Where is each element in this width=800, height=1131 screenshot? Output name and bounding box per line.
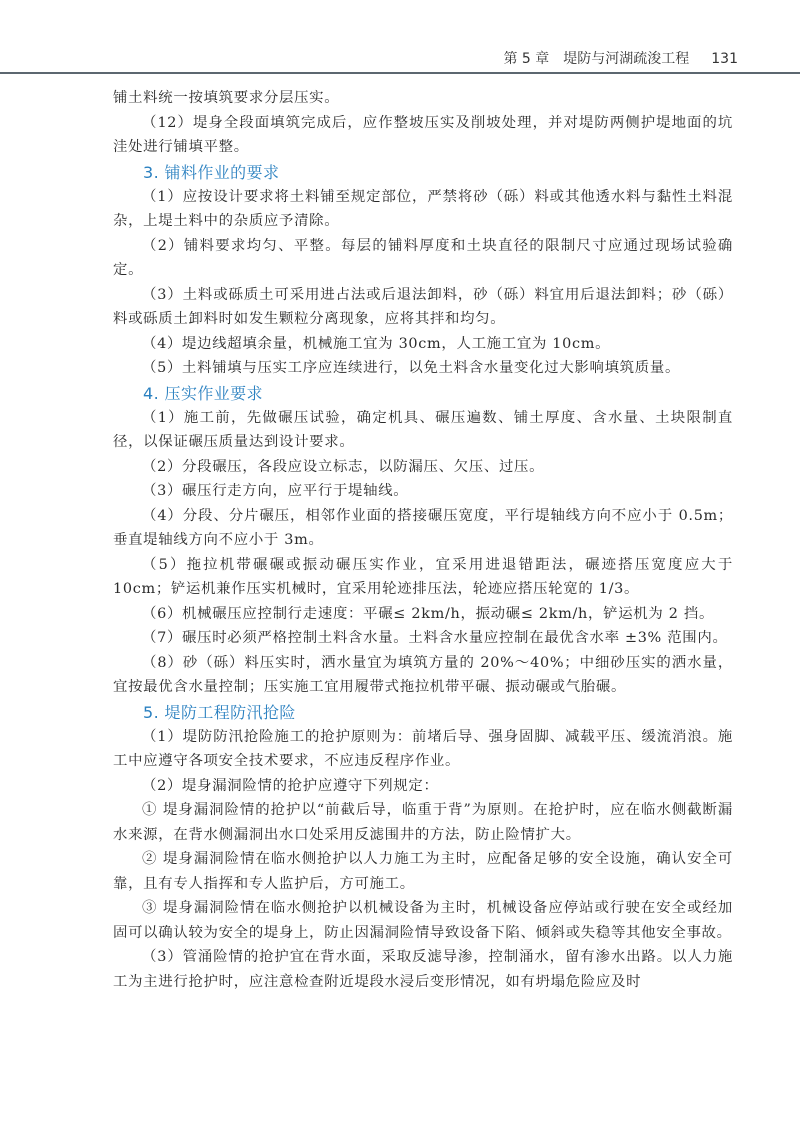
paragraph: （3）土料或砾质土可采用进占法或后退法卸料，砂（砾）料宜用后退法卸料；砂（砾）料或砾质土卸料时如发生颗粒分离现象，应将其拌和均匀。 — [113, 286, 733, 327]
section-heading: 3. 铺料作业的要求 — [143, 162, 280, 182]
page-number: 131 — [711, 51, 738, 67]
paragraph: ③ 堤身漏洞险情在临水侧抢护以机械设备为主时，机械设备应停站或行驶在安全或经加固可以确认较为安全的堤身上，防止因漏洞险情导致设备下陷、倾斜或失稳等其他安全事故。 — [113, 900, 733, 941]
paragraph: （8）砂（砾）料压实时，洒水量宜为填筑方量的 20%～40%；中细砂压实的洒水量，宜按最优含水量控制；压实施工宜用履带式拖拉机带平碾、振动碾或气胎碾。 — [113, 654, 733, 695]
paragraph: （5）拖拉机带碾碾或振动碾压实作业，宜采用进退错距法，碾迹搭压宽度应大于 10cm；铲运机兼作压实机械时，宜采用轮迹排压法，轮迹应搭压轮宽的 1/3。 — [113, 556, 733, 597]
paragraph: （7）碾压时必须严格控制土料含水量。土料含水量应控制在最优含水率 ±3% 范围内。 — [142, 630, 728, 646]
paragraph: （2）堤身漏洞险情的抢护应遵守下列规定： — [142, 777, 439, 794]
section-heading: 4. 压实作业要求 — [143, 383, 263, 403]
running-header — [503, 48, 738, 68]
paragraph: （2）分段碾压，各段应设立标志，以防漏压、欠压、过压。 — [142, 458, 545, 475]
paragraph: （3）碾压行走方向，应平行于堤轴线。 — [142, 483, 409, 499]
paragraph: （1）应按设计要求将土料铺至规定部位，严禁将砂（砾）料或其他透水料与黏性土料混杂，上堤土料中的杂质应予清除。 — [113, 188, 733, 229]
paragraph: ② 堤身漏洞险情在临水侧抢护以人力施工为主时，应配备足够的安全设施，确认安全可靠，且有专人指挥和专人监护后，方可施工。 — [113, 851, 733, 892]
paragraph: （1）堤防防汛抢险施工的抢护原则为：前堵后导、强身固脚、减载平压、缓流消浪。施工中应遵守各项安全技术要求，不应违反程序作业。 — [113, 728, 733, 769]
paragraph: （4）堤边线超填余量，机械施工宜为 30cm，人工施工宜为 10cm。 — [142, 335, 611, 352]
section-heading: 5. 堤防工程防汛抢险 — [143, 702, 296, 722]
paragraph: （6）机械碾压应控制行走速度：平碾≤ 2km/h，振动碾≤ 2km/h，铲运机为 2 挡。 — [142, 605, 715, 622]
paragraph: ① 堤身漏洞险情的抢护以“前截后导，临重于背”为原则。在抢护时，应在临水侧截断漏水来源，在背水侧漏洞出水口处采用反滤围井的方法，防止险情扩大。 — [113, 802, 733, 843]
paragraph: （12）堤身全段面填筑完成后，应作整坡压实及削坡处理，并对堤防两侧护堤地面的坑洼处进行铺填平整。 — [113, 114, 733, 155]
page-header — [0, 0, 800, 78]
paragraph: （1）施工前，先做碾压试验，确定机具、碾压遍数、铺土厚度、含水量、土块限制直径，以保证碾压质量达到设计要求。 — [113, 409, 733, 450]
paragraph: （3）管涌险情的抢护宜在背水面，采取反滤导渗，控制涌水，留有渗水出路。以人力施工为主进行抢护时，应注意检查附近堤段水浸后变形情况，如有坍塌危险应及时 — [113, 949, 733, 990]
paragraph: （4）分段、分片碾压，相邻作业面的搭接碾压宽度，平行堤轴线方向不应小于 0.5m；垂直堤轴线方向不应小于 3m。 — [113, 507, 733, 548]
paragraph: （2）铺料要求均匀、平整。每层的铺料厚度和土块直径的限制尺寸应通过现场试验确定。 — [113, 237, 733, 278]
paragraph: 铺土料统一按填筑要求分层压实。 — [113, 90, 340, 106]
paragraph: （5）土料铺填与压实工序应连续进行，以免土料含水量变化过大影响填筑质量。 — [142, 360, 681, 376]
header-rule — [0, 72, 800, 74]
body-text — [113, 86, 733, 994]
chapter-title: 第 5 章 堤防与河湖疏浚工程 — [503, 51, 690, 67]
